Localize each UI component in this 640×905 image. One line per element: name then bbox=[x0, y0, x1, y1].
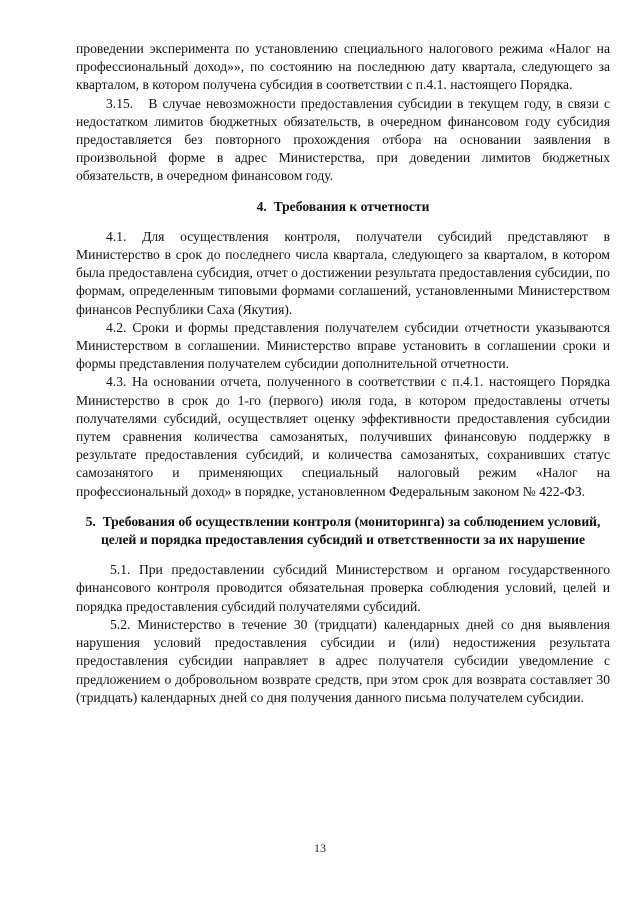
section-5-heading: 5. Требования об осуществлении контроля (мониторинга) за соблюдением условий, целей и порядка предоставления субсидий и ответственности за их нарушение bbox=[85, 513, 601, 548]
paragraph-continuation: проведении эксперимента по установлению специального налогового режима «Налог на профессиональный доход»», по состоянию на последнюю дату квартала, следующего за кварталом, в котором получена субсидия в соответствии с п.4.1. настоящего Порядка. bbox=[76, 41, 610, 93]
paragraph-3-15: 3.15. В случае невозможности предоставления субсидии в текущем году, в связи с недостатком лимитов бюджетных обязательств, в очередном финансовом году субсидия предоставляется без повторного прохождения отбора на основании заявления в произвольной форме в адрес Министерства, при доведении лимитов бюджетных обязательств, в очередном финансовом году. bbox=[76, 95, 610, 184]
section-4-heading: 4. Требования к отчетности bbox=[256, 198, 430, 214]
document-page bbox=[76, 40, 610, 707]
paragraph-5-1: 5.1. При предоставлении субсидий Министерством и органом государственного финансового контроля проводится обязательная проверка соблюдения условий, целей и порядка предоставления субсидий получателями субсидий. bbox=[76, 562, 610, 614]
page-number: 13 bbox=[314, 841, 326, 855]
paragraph-5-2: 5.2. Министерство в течение 30 (тридцати) календарных дней со дня выявления нарушения условий предоставления субсидии и (или) недостижения результата предоставления субсидии направляет в адрес получателя субсидии уведомление с предложением о добровольном возврате средств, при этом срок для возврата составляет 30 (тридцать) календарных дней со дня получения данного письма получателем субсидии. bbox=[76, 616, 610, 705]
paragraph-4-1: 4.1. Для осуществления контроля, получатели субсидий представляют в Министерство в срок до последнего числа квартала, следующего за кварталом, в котором была предоставлена субсидия, отчет о достижении результата предоставления субсидии, по формам, определенным типовыми формами соглашений, установленными Министерством финансов Республики Саха (Якутия). bbox=[76, 228, 610, 317]
paragraph-4-2: 4.2. Сроки и формы представления получателем субсидии отчетности указываются Министерством в соглашении. Министерство вправе установить в соглашении сроки и формы представления получателем субсидии дополнительной отчетности. bbox=[76, 319, 610, 372]
paragraph-4-3: 4.3. На основании отчета, полученного в соответствии с п.4.1. настоящего Порядка Министерство в срок до 1-го (первого) июля года, в котором предоставлены отчеты получателями субсидий, осуществляет оценку эффективности предоставления субсидии путем сравнения количества самозанятых, получивших финансовую поддержку в результате предоставления субсидий, и количества самозанятых, сохранивших статус самозанятого и применяющих специальный налоговый режим «Налог на профессиональный доход» в порядке, установленном Федеральным законом № 422-ФЗ. bbox=[76, 374, 610, 499]
